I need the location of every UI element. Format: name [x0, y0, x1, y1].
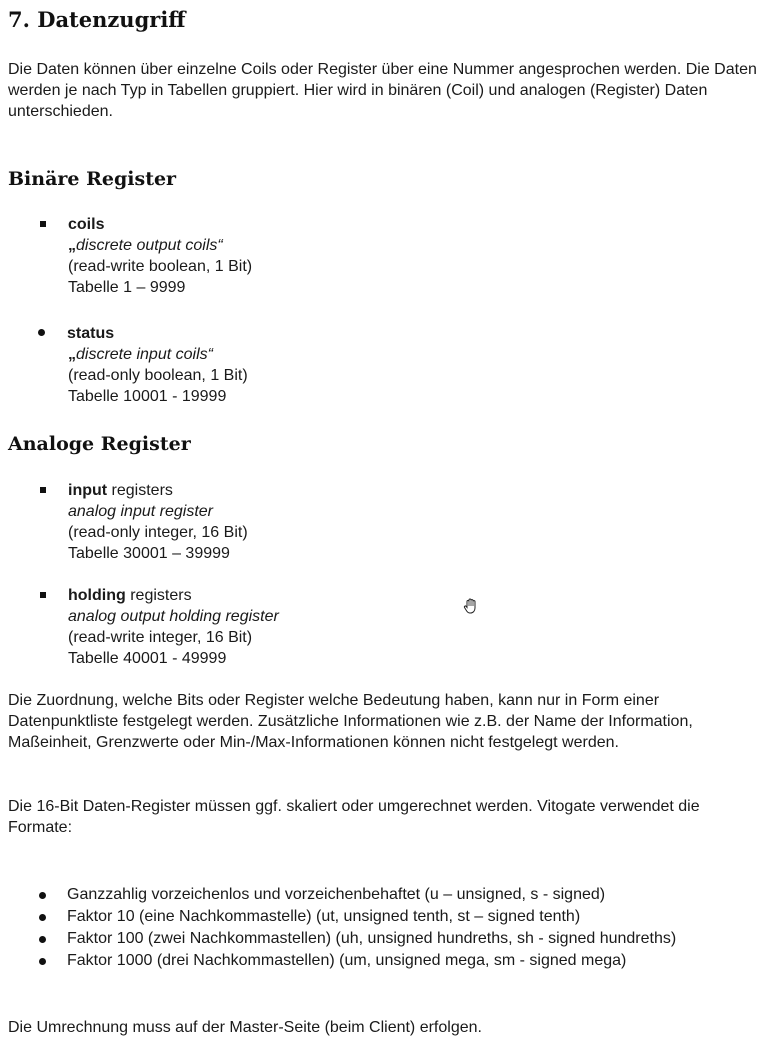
round-bullet-icon [39, 892, 46, 899]
register-table: Tabelle 30001 – 39999 [68, 545, 230, 562]
list-item-coils: coils „discrete output coils“ (read-write boolean, 1 Bit) Tabelle 1 – 9999 [68, 214, 252, 298]
register-type: (read-only integer, 16 Bit) [68, 524, 248, 541]
register-table: Tabelle 40001 - 49999 [68, 650, 227, 667]
square-bullet-icon [40, 487, 46, 493]
mapping-paragraph: Die Zuordnung, welche Bits oder Register welche Bedeutung haben, kann nur in Form einer Datenpunktliste festgelegt werden. Zusätzliche Informationen wie z.B. der Name der Information, Maßeinheit, Grenzwerte oder Min-/Max-Informationen können nicht festgelegt werden. [8, 692, 693, 751]
round-bullet-icon [39, 958, 46, 965]
register-name: status [67, 325, 115, 342]
format-item: Faktor 1000 (drei Nachkommastellen) (um, unsigned mega, sm - signed mega) [8, 950, 753, 972]
register-table: Tabelle 1 – 9999 [68, 279, 186, 296]
register-table: Tabelle 10001 - 19999 [68, 388, 227, 405]
scaling-paragraph: Die 16-Bit Daten-Register müssen ggf. skaliert oder umgerechnet werden. Vitogate verwendet die Formate: [8, 798, 700, 836]
section-heading: 7. Datenzugriff [8, 7, 186, 32]
square-bullet-icon [40, 592, 46, 598]
register-type: (read-only boolean, 1 Bit) [68, 367, 248, 384]
register-type: (read-write integer, 16 Bit) [68, 629, 253, 646]
intro-paragraph: Die Daten können über einzelne Coils oder Register über eine Nummer angesprochen werden. Die Daten werden je nach Typ in Tabellen gruppiert. Hier wird in binären (Coil) und analogen (Register) Daten unterschieden. [8, 61, 757, 120]
register-description: discrete output coils [76, 237, 218, 254]
register-description: analog output holding register [68, 608, 279, 625]
hand-cursor-icon [462, 597, 480, 615]
binary-registers-heading: Binäre Register [8, 168, 177, 190]
square-bullet-icon [40, 221, 46, 227]
register-name: input [68, 482, 108, 499]
closing-paragraph: Die Umrechnung muss auf der Master-Seite (beim Client) erfolgen. [8, 1019, 482, 1036]
register-name: holding [68, 587, 126, 604]
format-item: Faktor 10 (eine Nachkommastelle) (ut, unsigned tenth, st – signed tenth) [8, 906, 753, 928]
round-bullet-icon [39, 914, 46, 921]
register-name: coils [68, 216, 105, 233]
format-item: Ganzzahlig vorzeichenlos und vorzeichenbehaftet (u – unsigned, s - signed) [8, 884, 753, 906]
format-item: Faktor 100 (zwei Nachkommastellen) (uh, unsigned hundreths, sh - signed hundreths) [8, 928, 753, 950]
register-type: (read-write boolean, 1 Bit) [68, 258, 253, 275]
round-bullet-icon [39, 936, 46, 943]
register-description: analog input register [68, 503, 213, 520]
register-description: discrete input coils [76, 346, 208, 363]
analog-registers-heading: Analoge Register [8, 433, 191, 455]
list-item-input: input registers analog input register (read-only integer, 16 Bit) Tabelle 30001 – 39999 [68, 480, 248, 564]
format-list [8, 884, 753, 972]
round-bullet-icon [38, 329, 45, 336]
list-item-status: status „discrete input coils“ (read-only boolean, 1 Bit) Tabelle 10001 - 19999 [68, 323, 248, 407]
list-item-holding: holding registers analog output holding register (read-write integer, 16 Bit) Tabelle 40001 - 49999 [68, 585, 279, 669]
